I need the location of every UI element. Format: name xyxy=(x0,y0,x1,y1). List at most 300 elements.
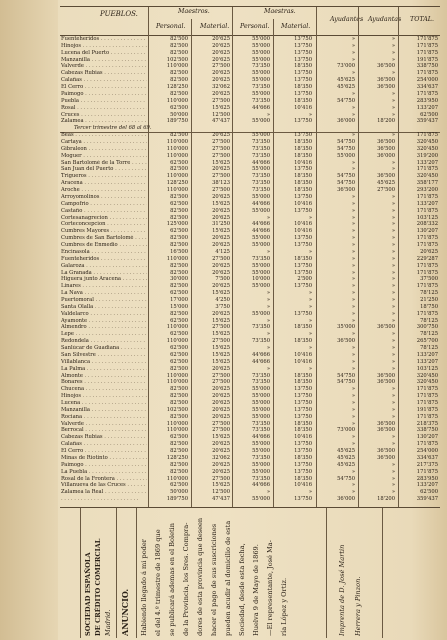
row-value: » xyxy=(391,283,395,290)
row-value: » xyxy=(391,42,395,49)
row-value: 55'000 xyxy=(252,406,270,413)
row-town-name: Puertomoral . . . xyxy=(61,297,147,304)
row-value: » xyxy=(351,393,355,400)
row-town-name: La Granada . . . xyxy=(61,270,147,277)
row-value: 36'500 xyxy=(377,145,395,152)
row-value: 55'000 xyxy=(252,468,270,475)
row-value: 82'500 xyxy=(170,214,188,221)
row-value: 73'350 xyxy=(252,187,270,194)
row-value: 171'875 xyxy=(416,386,438,393)
row-value: 54'750 xyxy=(337,372,355,379)
table-header xyxy=(60,7,440,36)
row-value: 334'637 xyxy=(416,454,438,461)
row-value: » xyxy=(308,248,312,255)
row-town-name: Lucena . . . xyxy=(61,400,147,407)
header-maestros-1: Maestros. xyxy=(178,8,210,15)
row-value: 7'500 xyxy=(215,276,230,283)
row-value: 82'500 xyxy=(170,365,188,372)
row-value: 189'750 xyxy=(166,496,188,503)
row-value: » xyxy=(391,331,395,338)
row-value: 45'625 xyxy=(337,461,355,468)
row-value: 18'350 xyxy=(294,427,312,434)
row-value: 10'416 xyxy=(294,351,312,358)
row-value: 27'500 xyxy=(212,255,230,262)
row-value: 27'500 xyxy=(212,324,230,331)
row-town-name: Aroche . . . xyxy=(61,187,147,194)
row-value: 54'750 xyxy=(337,475,355,482)
row-value: 27'500 xyxy=(212,97,230,104)
row-value: » xyxy=(266,317,270,324)
row-value: » xyxy=(308,345,312,352)
row-value: 36'500 xyxy=(377,173,395,180)
row-value: 55'000 xyxy=(252,77,270,84)
row-value: 2'500 xyxy=(297,276,312,283)
row-value: » xyxy=(351,242,355,249)
row-value: 133'207 xyxy=(416,482,438,489)
row-value: 18'350 xyxy=(294,84,312,91)
row-value: 73'350 xyxy=(252,97,270,104)
row-value: » xyxy=(351,228,355,235)
header-material-1: Material. xyxy=(200,23,230,30)
row-value: 55'000 xyxy=(252,242,270,249)
notice-line-9: Huelva 9 de Mayo de 1869. xyxy=(252,544,260,636)
row-value: » xyxy=(266,489,270,496)
row-value: 20'625 xyxy=(212,413,230,420)
row-value: » xyxy=(391,386,395,393)
row-value: 20'625 xyxy=(212,242,230,249)
row-value: 171'875 xyxy=(416,193,438,200)
row-value: 55'000 xyxy=(252,132,270,139)
row-value: 73'350 xyxy=(252,152,270,159)
row-value: 320'450 xyxy=(416,173,438,180)
row-value: 32'062 xyxy=(212,84,230,91)
row-value: 27'500 xyxy=(212,145,230,152)
row-value: » xyxy=(391,262,395,269)
row-value: 82'500 xyxy=(170,42,188,49)
row-value: » xyxy=(351,331,355,338)
row-value: 13'750 xyxy=(294,448,312,455)
row-value: 36'500 xyxy=(337,187,355,194)
row-value: 82'500 xyxy=(170,413,188,420)
row-value: 15'625 xyxy=(212,358,230,365)
row-value: » xyxy=(351,482,355,489)
row-value: 12'500 xyxy=(212,489,230,496)
row-value: 73'350 xyxy=(252,145,270,152)
row-value: 82'500 xyxy=(170,262,188,269)
row-value: 13'750 xyxy=(294,193,312,200)
row-value: 13'750 xyxy=(294,132,312,139)
row-town-name: Minas de Riotinto . . . xyxy=(61,455,147,462)
row-value: 110'000 xyxy=(166,372,188,379)
row-value: 103'125 xyxy=(416,365,438,372)
row-value: 171'875 xyxy=(416,235,438,242)
row-value: 20'625 xyxy=(212,406,230,413)
row-value: 20'625 xyxy=(212,386,230,393)
row-value: 82'500 xyxy=(170,461,188,468)
row-town-name: Hinojos . . . xyxy=(61,43,147,50)
row-value: 110'000 xyxy=(166,152,188,159)
row-value: 13'750 xyxy=(294,386,312,393)
row-town-name: Cabezas Rubias . . . xyxy=(61,70,147,77)
row-town-name: Villablanca . . . xyxy=(61,359,147,366)
row-value: » xyxy=(308,331,312,338)
row-value: 4'250 xyxy=(215,296,230,303)
row-value: 128'250 xyxy=(166,84,188,91)
row-value: 171'875 xyxy=(416,393,438,400)
row-value: » xyxy=(351,214,355,221)
row-value: » xyxy=(351,399,355,406)
row-value: 55'000 xyxy=(252,193,270,200)
row-value: » xyxy=(391,406,395,413)
row-value: 82'500 xyxy=(170,393,188,400)
row-value: 45'625 xyxy=(337,77,355,84)
row-value: 20'625 xyxy=(212,70,230,77)
row-value: 82'500 xyxy=(170,441,188,448)
row-value: » xyxy=(391,489,395,496)
row-town-name: Arroyomolinos . . . xyxy=(61,194,147,201)
row-town-name: Chucena . . . xyxy=(61,386,147,393)
row-value: » xyxy=(391,351,395,358)
row-value: » xyxy=(391,475,395,482)
row-value: » xyxy=(351,276,355,283)
row-value: » xyxy=(391,235,395,242)
row-value: 73'350 xyxy=(252,84,270,91)
row-value: 62'500 xyxy=(420,111,438,118)
row-town-name: San Juan del Puerto . . . xyxy=(61,166,147,173)
row-town-name: Rosal de la Frontera . . . xyxy=(61,476,147,483)
row-value: 110'000 xyxy=(166,187,188,194)
row-value: 15'625 xyxy=(212,159,230,166)
row-value: 319'200 xyxy=(416,152,438,159)
row-value: » xyxy=(351,159,355,166)
row-value: 44'666 xyxy=(252,228,270,235)
row-value: » xyxy=(351,406,355,413)
row-value: » xyxy=(351,207,355,214)
row-value: 73'350 xyxy=(252,475,270,482)
imprint-line-2: Herrera y Pinzon. xyxy=(354,576,362,636)
row-value: 13'750 xyxy=(294,90,312,97)
notice-line-8: Sociedad, desde esta fecha, xyxy=(238,543,246,636)
row-town-name: Ayamonte . . . xyxy=(61,318,147,325)
row-value: » xyxy=(351,111,355,118)
row-value: 171'875 xyxy=(416,310,438,317)
row-value: 21'250 xyxy=(420,296,438,303)
row-value: 36'500 xyxy=(337,338,355,345)
row-value: » xyxy=(351,193,355,200)
row-value: 78'125 xyxy=(420,331,438,338)
row-value: 62'500 xyxy=(170,331,188,338)
row-value: 10'416 xyxy=(294,434,312,441)
row-value: 18'350 xyxy=(294,324,312,331)
row-value: 27'500 xyxy=(212,152,230,159)
row-value: 15'625 xyxy=(212,482,230,489)
row-value: » xyxy=(308,290,312,297)
row-value: 82'500 xyxy=(170,386,188,393)
row-value: 18'350 xyxy=(294,139,312,145)
row-value: 13'750 xyxy=(294,56,312,63)
row-value: » xyxy=(351,351,355,358)
notice-line-2: el del 4.º trimestre de 1869 que xyxy=(154,529,162,636)
row-value: 50'000 xyxy=(170,489,188,496)
row-value: 171'875 xyxy=(416,207,438,214)
row-value: 20'625 xyxy=(212,214,230,221)
row-value: 36'000 xyxy=(377,152,395,159)
row-value: 27'500 xyxy=(212,379,230,386)
row-value: 27'500 xyxy=(212,427,230,434)
row-value: 55'000 xyxy=(252,262,270,269)
row-value: 133'207 xyxy=(416,351,438,358)
row-value: 18'350 xyxy=(294,372,312,379)
row-town-name: Castaño . . . xyxy=(61,208,147,215)
society-city: Madrid. xyxy=(104,609,112,636)
row-value: 18'350 xyxy=(294,97,312,104)
row-value: 62'500 xyxy=(170,345,188,352)
row-value: 15'625 xyxy=(212,345,230,352)
row-value: 13'750 xyxy=(294,242,312,249)
row-value: » xyxy=(351,166,355,173)
row-value: 55'000 xyxy=(252,496,270,503)
row-value: 62'500 xyxy=(170,317,188,324)
row-value: 54'750 xyxy=(337,180,355,187)
row-value: » xyxy=(351,221,355,228)
row-value: » xyxy=(266,331,270,338)
row-value: 55'000 xyxy=(252,413,270,420)
row-value: 15'625 xyxy=(212,200,230,207)
row-town-name: La Puebla . . . xyxy=(61,469,147,476)
row-value: 10'416 xyxy=(294,228,312,235)
row-value: 62'500 xyxy=(170,200,188,207)
row-town-name: La Palma . . . xyxy=(61,366,147,373)
row-value: 18'200 xyxy=(377,118,395,125)
row-value: 20'625 xyxy=(212,36,230,42)
row-value: 27'500 xyxy=(212,475,230,482)
row-value: 229'287 xyxy=(416,255,438,262)
row-value: 20'625 xyxy=(212,42,230,49)
row-value: » xyxy=(391,365,395,372)
row-value: » xyxy=(351,296,355,303)
row-value: 130'207 xyxy=(416,228,438,235)
row-value: 13'750 xyxy=(294,49,312,56)
row-value: » xyxy=(351,104,355,111)
row-value: 13'750 xyxy=(294,461,312,468)
row-value: 18'350 xyxy=(294,454,312,461)
row-value: 283'950 xyxy=(416,97,438,104)
row-value: » xyxy=(391,434,395,441)
notice-line-5: dores de esta provincia que deseen xyxy=(196,517,204,636)
row-value: 47'437 xyxy=(212,496,230,503)
row-value: » xyxy=(391,296,395,303)
row-value: 254'000 xyxy=(416,77,438,84)
row-town-name: La Nava . . . xyxy=(61,290,147,297)
row-value: 10'416 xyxy=(294,221,312,228)
row-value: 44'666 xyxy=(252,200,270,207)
row-value: 54'750 xyxy=(337,97,355,104)
row-value: » xyxy=(351,235,355,242)
row-value: 27'500 xyxy=(377,187,395,194)
row-value: 359'437 xyxy=(416,118,438,125)
row-town-name: Aracena . . . xyxy=(61,180,147,187)
row-town-name: Redondela . . . xyxy=(61,338,147,345)
row-value: 10'416 xyxy=(294,200,312,207)
row-value: » xyxy=(351,386,355,393)
row-value: 73'350 xyxy=(252,180,270,187)
row-value: 15'625 xyxy=(212,351,230,358)
row-value: 27'500 xyxy=(212,173,230,180)
row-value: 50'000 xyxy=(170,111,188,118)
header-pueblos: PUEBLOS. xyxy=(100,10,138,18)
row-value: 35'000 xyxy=(337,324,355,331)
row-value: 13'750 xyxy=(294,406,312,413)
row-value: 47'437 xyxy=(212,118,230,125)
row-value: » xyxy=(391,317,395,324)
row-value: 13'750 xyxy=(294,399,312,406)
row-town-name: Lepe . . . xyxy=(61,331,147,338)
row-value: 15'625 xyxy=(212,104,230,111)
row-value: 44'666 xyxy=(252,482,270,489)
row-value: 15'625 xyxy=(212,228,230,235)
row-value: » xyxy=(351,468,355,475)
row-value: 18'350 xyxy=(294,379,312,386)
row-value: 171'875 xyxy=(416,399,438,406)
row-value: 62'500 xyxy=(170,228,188,235)
row-value: 110'000 xyxy=(166,139,188,145)
row-value: 18'350 xyxy=(294,180,312,187)
row-town-name: Calañas . . . xyxy=(61,77,147,84)
row-value: 133'207 xyxy=(416,200,438,207)
row-value: 13'750 xyxy=(294,36,312,42)
notice-line-10: —El representante, José Ma- xyxy=(266,540,274,636)
row-value: 110'000 xyxy=(166,145,188,152)
row-value: » xyxy=(391,56,395,63)
row-town-name: Valverde . . . xyxy=(61,63,147,70)
row-value: 55'000 xyxy=(252,310,270,317)
row-value: » xyxy=(351,70,355,77)
row-value: » xyxy=(351,200,355,207)
row-value: 55'000 xyxy=(252,441,270,448)
row-value: 36'500 xyxy=(377,420,395,427)
row-value: 78'125 xyxy=(420,317,438,324)
row-value: 27'500 xyxy=(212,372,230,379)
row-value: » xyxy=(351,434,355,441)
row-value: 27'500 xyxy=(212,63,230,70)
row-value: 82'500 xyxy=(170,269,188,276)
row-value: 18'350 xyxy=(294,338,312,345)
page-margin xyxy=(0,0,58,640)
row-value: 54'750 xyxy=(337,139,355,145)
row-value: » xyxy=(351,365,355,372)
society-name: DE CRÉDITO COMERCIAL xyxy=(94,538,102,636)
row-value: 18'350 xyxy=(294,475,312,482)
row-value: » xyxy=(391,441,395,448)
row-value: » xyxy=(351,283,355,290)
row-value: 36'500 xyxy=(377,379,395,386)
row-value: » xyxy=(266,365,270,372)
row-value: » xyxy=(391,310,395,317)
row-value: 13'750 xyxy=(294,496,312,503)
row-town-name: El Cerro . . . xyxy=(61,448,147,455)
row-value: 32'062 xyxy=(212,454,230,461)
row-value: 3'750 xyxy=(215,303,230,310)
row-value: 55'000 xyxy=(252,207,270,214)
row-value: » xyxy=(308,489,312,496)
row-value: » xyxy=(391,248,395,255)
row-value: 102'500 xyxy=(166,406,188,413)
row-value: » xyxy=(351,132,355,139)
row-value: 36'500 xyxy=(377,372,395,379)
row-value: 20'625 xyxy=(212,166,230,173)
row-value: » xyxy=(391,111,395,118)
row-value: 82'500 xyxy=(170,448,188,455)
row-value: 36'000 xyxy=(337,118,355,125)
row-value: 13'750 xyxy=(294,468,312,475)
row-value: 18'350 xyxy=(294,145,312,152)
row-value: 133'207 xyxy=(416,104,438,111)
row-value: » xyxy=(351,255,355,262)
row-value: » xyxy=(308,303,312,310)
row-value: 13'750 xyxy=(294,77,312,84)
row-value: » xyxy=(391,221,395,228)
row-value: 10'416 xyxy=(294,482,312,489)
row-value: » xyxy=(308,317,312,324)
row-value: 82'500 xyxy=(170,468,188,475)
row-value: 110'000 xyxy=(166,427,188,434)
row-value: 27'500 xyxy=(212,187,230,194)
row-value: 73'350 xyxy=(252,324,270,331)
row-value: 20'625 xyxy=(212,207,230,214)
row-value: » xyxy=(391,482,395,489)
row-value: 36'500 xyxy=(377,454,395,461)
row-value: 55'000 xyxy=(337,152,355,159)
row-value: 191'875 xyxy=(416,406,438,413)
row-town-name: Valverde . . . xyxy=(61,421,147,428)
row-value: 20'625 xyxy=(212,132,230,139)
header-total: TOTAL. xyxy=(410,16,434,23)
row-value: 358'177 xyxy=(416,180,438,187)
header-personal-1: Personal. xyxy=(156,23,186,30)
row-value: » xyxy=(391,269,395,276)
row-value: 171'875 xyxy=(416,441,438,448)
row-value: » xyxy=(351,90,355,97)
row-value: 62'500 xyxy=(170,358,188,365)
row-value: 13'750 xyxy=(294,413,312,420)
header-ayudantes: Ayudantes xyxy=(330,16,364,23)
row-value: » xyxy=(391,166,395,173)
row-value: 171'875 xyxy=(416,269,438,276)
row-value: 10'416 xyxy=(294,159,312,166)
notice-line-4: de la Provincia, los Sres. Compra- xyxy=(182,522,190,636)
row-value: 338'750 xyxy=(416,427,438,434)
row-value: 20'625 xyxy=(212,393,230,400)
row-value: » xyxy=(351,345,355,352)
row-value: » xyxy=(308,214,312,221)
row-value: 171'875 xyxy=(416,468,438,475)
row-value: 171'875 xyxy=(416,36,438,42)
row-value: 82'500 xyxy=(170,70,188,77)
row-town-name: El Cerro . . . xyxy=(61,84,147,91)
row-town-name: Fuenteheridos . . . xyxy=(61,36,147,43)
row-value: 171'875 xyxy=(416,242,438,249)
row-value: 15'625 xyxy=(212,331,230,338)
row-value: 44'666 xyxy=(252,221,270,228)
row-value: 36'500 xyxy=(377,324,395,331)
row-value: 62'500 xyxy=(170,159,188,166)
row-value: » xyxy=(391,49,395,56)
row-value: 78'125 xyxy=(420,290,438,297)
imprint-line-1: Imprenta de D. José Martin xyxy=(338,544,346,636)
row-value: 110'000 xyxy=(166,420,188,427)
row-value: 36'500 xyxy=(377,448,395,455)
row-value: 320'450 xyxy=(416,379,438,386)
